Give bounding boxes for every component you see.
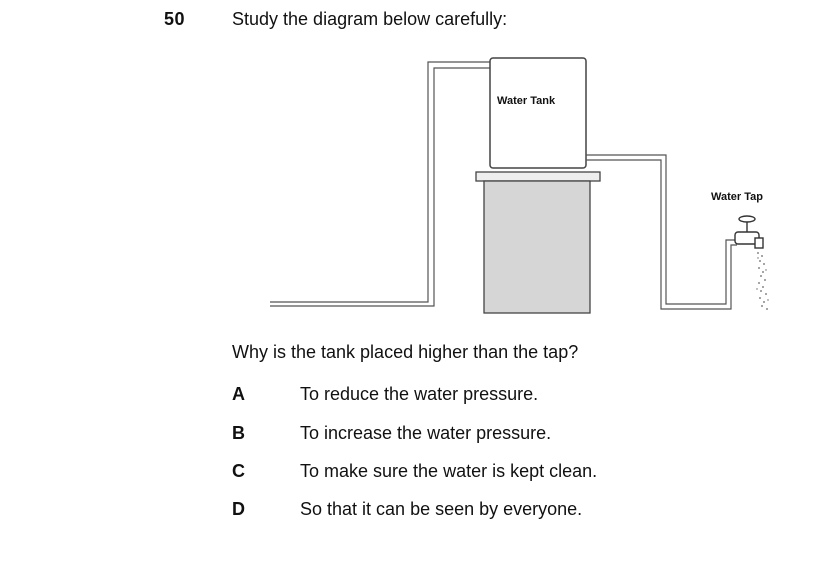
tap-label: Water Tap	[711, 191, 763, 203]
water-tank	[490, 58, 586, 168]
option-text: To increase the water pressure.	[300, 423, 552, 443]
option-text: To make sure the water is kept clean.	[300, 461, 598, 481]
water-tap-icon	[735, 216, 763, 248]
option-text: To reduce the water pressure.	[300, 384, 539, 404]
tank-stand	[476, 172, 600, 313]
option-letter: D	[232, 499, 245, 519]
option-letter: B	[232, 423, 245, 443]
water-stream	[756, 252, 768, 310]
outlet-pipe	[586, 155, 737, 309]
question-prompt: Why is the tank placed higher than the tap?	[232, 342, 579, 362]
option-text: So that it can be seen by everyone.	[300, 499, 583, 519]
question-instruction: Study the diagram below carefully:	[232, 9, 508, 29]
inlet-pipe	[270, 62, 491, 306]
option-letter: A	[232, 384, 245, 404]
option-letter: C	[232, 461, 245, 481]
tank-label: Water Tank	[497, 95, 556, 107]
question-number: 50	[164, 9, 186, 29]
